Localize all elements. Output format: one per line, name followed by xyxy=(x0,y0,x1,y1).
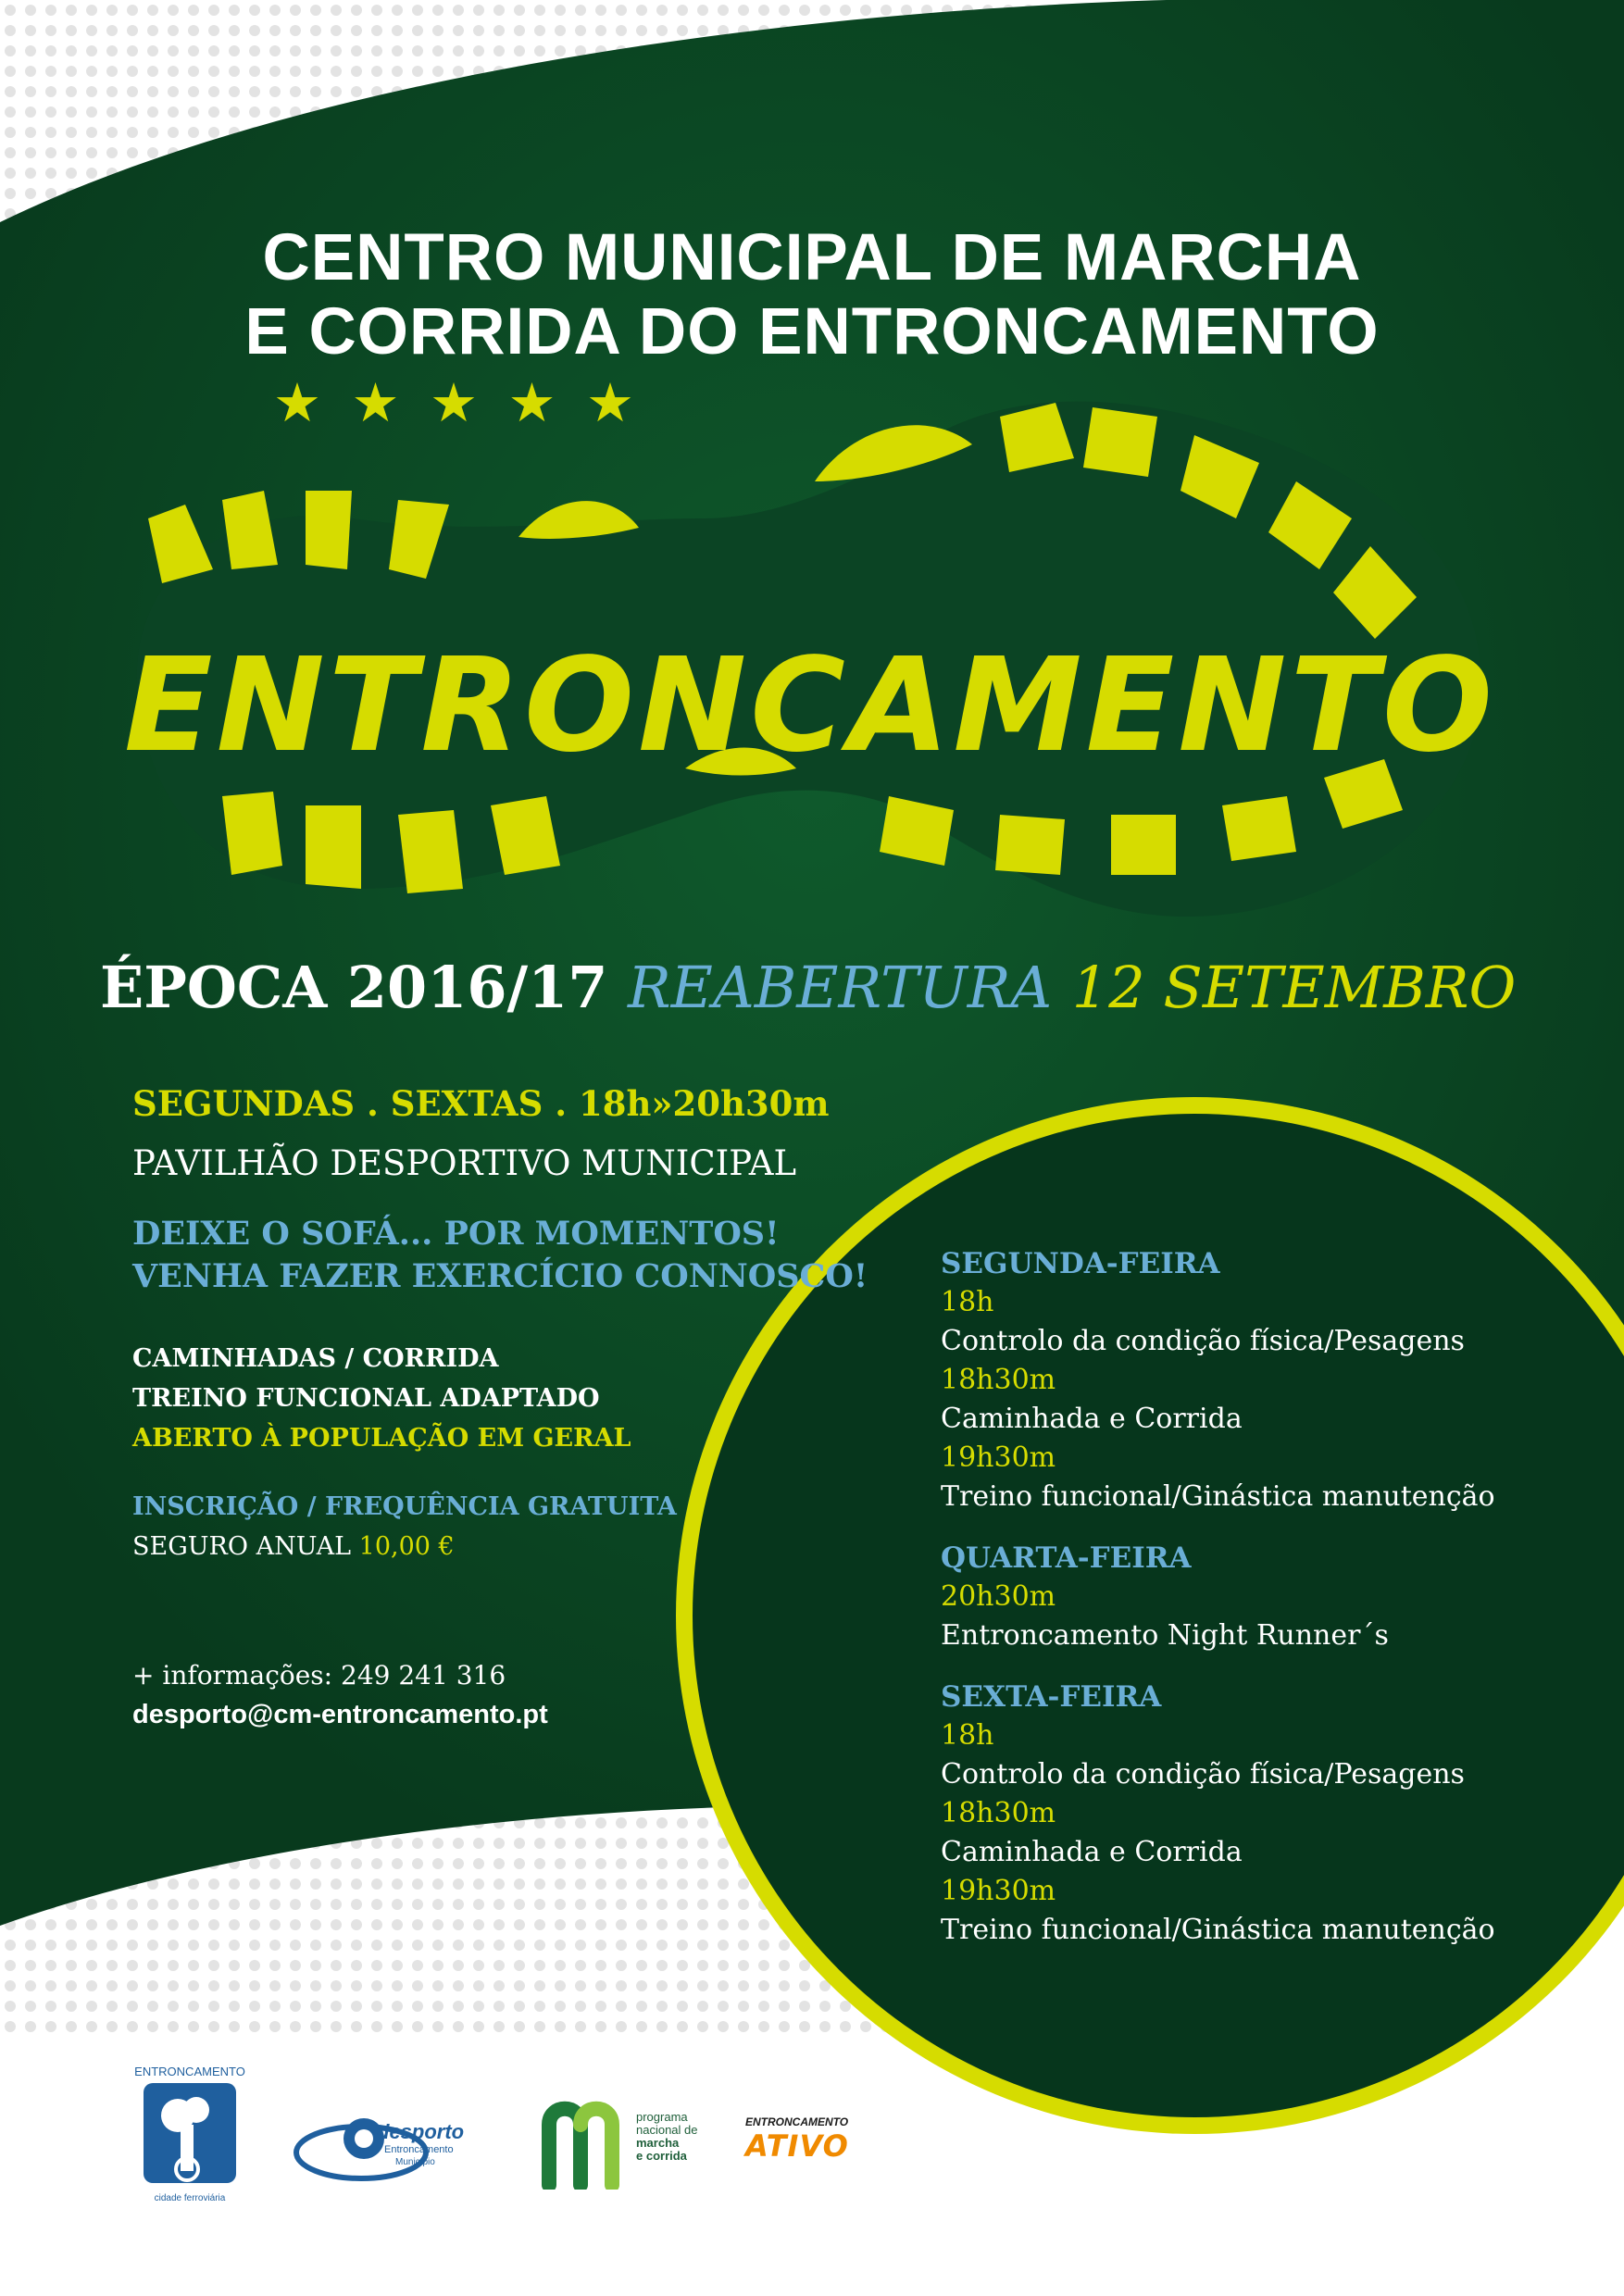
time-slot: 18h xyxy=(941,1286,994,1318)
activity-2: TREINO FUNCIONAL ADAPTADO xyxy=(132,1384,600,1413)
ativo-logo-word: ATIVO xyxy=(745,2128,849,2164)
time-slot: 18h30m xyxy=(941,1364,1056,1396)
star-icon: ★ xyxy=(586,371,634,434)
star-icon: ★ xyxy=(507,371,556,434)
municipality-emblem-icon xyxy=(130,2078,250,2190)
pnmc-line-1: programa xyxy=(636,2110,688,2124)
season-label: ÉPOCA 2016/17 xyxy=(100,954,608,1021)
title-line-2: E CORRIDA DO ENTRONCAMENTO xyxy=(244,295,1380,368)
day-heading-monday: SEGUNDA-FEIRA xyxy=(941,1247,1220,1280)
sponsor-logos xyxy=(120,2065,954,2222)
activity-item: Caminhada e Corrida xyxy=(941,1836,1243,1868)
schedule-monday xyxy=(941,1244,1495,1516)
more-info-phone: + informações: 249 241 316 xyxy=(132,1660,506,1691)
desporto-logo-sub2: Município xyxy=(395,2157,435,2167)
time-slot: 18h30m xyxy=(941,1797,1056,1829)
season-date: 12 SETEMBRO xyxy=(1071,954,1517,1021)
season-banner xyxy=(100,954,1544,1021)
desporto-logo xyxy=(292,2092,477,2203)
star-icon: ★ xyxy=(430,371,478,434)
insurance-value: 10,00 € xyxy=(358,1532,455,1561)
schedule-wednesday xyxy=(941,1539,1389,1655)
email-link[interactable]: desporto@cm-entroncamento.pt xyxy=(132,1700,548,1729)
slogan-line-2: VENHA FAZER EXERCÍCIO CONNOSCO! xyxy=(132,1257,868,1295)
desporto-logo-sub1: Entroncamento xyxy=(384,2144,454,2155)
brand-word-art: ENTRONCAMENTO xyxy=(123,630,1497,781)
pnmc-line-3: marcha xyxy=(636,2136,680,2150)
municipality-logo-bottom-text: cidade ferroviária xyxy=(154,2193,226,2203)
activity-item: Entroncamento Night Runner´s xyxy=(941,1619,1389,1652)
insurance xyxy=(132,1532,455,1561)
desporto-logo-text: desporto xyxy=(377,2120,465,2143)
insurance-label: SEGURO ANUAL xyxy=(132,1532,352,1561)
ativo-logo-top-text: ENTRONCAMENTO xyxy=(745,2115,849,2128)
schedule-days: SEGUNDAS . SEXTAS . 18h»20h30m xyxy=(132,1083,830,1124)
activity-item: Caminhada e Corrida xyxy=(941,1403,1243,1435)
venue: PAVILHÃO DESPORTIVO MUNICIPAL xyxy=(132,1143,797,1183)
pnmc-logo xyxy=(542,2092,727,2194)
activity-item: Treino funcional/Ginástica manutenção xyxy=(941,1480,1495,1513)
season-reopen: REABERTURA xyxy=(628,954,1053,1021)
activity-item: Controlo da condição física/Pesagens xyxy=(941,1325,1465,1357)
day-heading-wednesday: QUARTA-FEIRA xyxy=(941,1541,1192,1575)
time-slot: 19h30m xyxy=(941,1441,1056,1474)
day-heading-friday: SEXTA-FEIRA xyxy=(941,1680,1162,1714)
registration: INSCRIÇÃO / FREQUÊNCIA GRATUITA xyxy=(132,1492,677,1521)
slogan-line-1: DEIXE O SOFÁ... POR MOMENTOS! xyxy=(132,1215,780,1253)
pnmc-m-icon xyxy=(542,2092,643,2190)
star-icon: ★ xyxy=(273,371,321,434)
title-line-1: CENTRO MUNICIPAL DE MARCHA xyxy=(262,221,1362,294)
rating-stars xyxy=(273,371,634,434)
activity-item: Controlo da condição física/Pesagens xyxy=(941,1758,1465,1791)
pnmc-logo-text xyxy=(636,2111,698,2163)
star-icon: ★ xyxy=(351,371,400,434)
pnmc-line-4: e corrida xyxy=(636,2149,687,2163)
time-slot: 18h xyxy=(941,1719,994,1752)
ativo-logo xyxy=(745,2115,903,2190)
time-slot: 20h30m xyxy=(941,1580,1056,1613)
activity-1: CAMINHADAS / CORRIDA xyxy=(132,1344,499,1373)
municipality-logo xyxy=(130,2065,250,2217)
pnmc-line-2: nacional de xyxy=(636,2123,698,2137)
municipality-logo-top-text: ENTRONCAMENTO xyxy=(134,2065,245,2078)
schedule-friday xyxy=(941,1678,1495,1950)
time-slot: 19h30m xyxy=(941,1875,1056,1907)
activity-item: Treino funcional/Ginástica manutenção xyxy=(941,1914,1495,1946)
open-to-public: ABERTO À POPULAÇÃO EM GERAL xyxy=(132,1424,631,1453)
